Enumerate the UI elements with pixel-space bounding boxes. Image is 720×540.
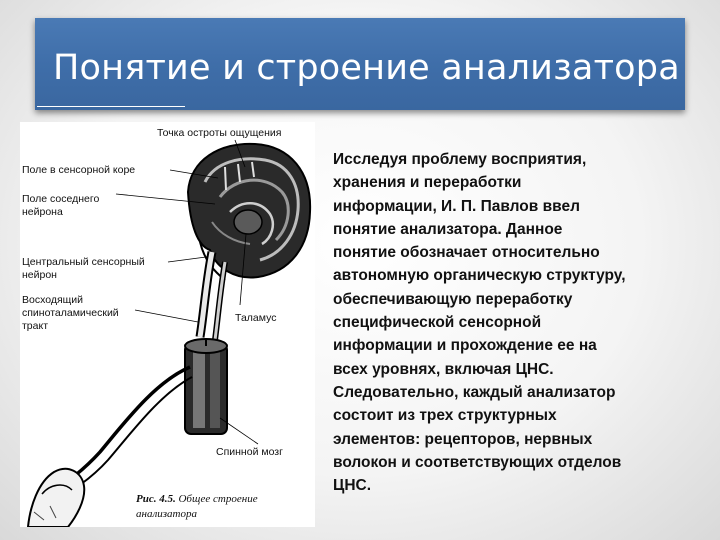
analyzer-figure	[20, 122, 315, 527]
label-acuity-point: Точка остроты ощущения	[157, 127, 282, 139]
caption-number: Рис. 4.5.	[136, 493, 176, 505]
label-central-neuron-1: Центральный сенсорный	[22, 256, 145, 268]
figure-caption	[136, 492, 258, 522]
label-neighbor-field-1: Поле соседнего	[22, 193, 100, 205]
label-thalamus: Таламус	[235, 312, 277, 324]
title-banner	[35, 18, 685, 110]
finger-drawing	[28, 469, 84, 527]
label-neighbor-field-2: нейрона	[22, 206, 63, 218]
label-cortex-field: Поле в сенсорной коре	[22, 164, 136, 176]
slide-body-text: Исследуя проблему восприятия, хранения и переработки информации, И. П. Павлов ввел понятие анализатора. Данное понятие обозначает относительно автономную органическую структуру, обеспечивающую переработку специфической сенсорной информации и прохождение ее на всех уровнях, включая ЦНС. Следовательно, каждый анализатор состоит из трех структурных элементов: рецепторов, нервных волокон и соответствующих отделов ЦНС.	[333, 151, 626, 495]
label-spinal-cord: Спинной мозг	[216, 446, 283, 458]
slide-title: Понятие и строение анализатора	[53, 48, 680, 88]
label-ascending-tract-3: тракт	[22, 320, 49, 332]
caption-line-2: анализатора	[136, 508, 197, 520]
label-ascending-tract-2: спиноталамический	[22, 307, 119, 319]
title-underline	[37, 106, 185, 107]
label-ascending-tract-1: Восходящий	[22, 294, 84, 306]
label-central-neuron-2: нейрон	[22, 269, 57, 281]
spinal-cord-drawing	[185, 338, 227, 434]
caption-line-1: Общее строение	[178, 493, 258, 505]
